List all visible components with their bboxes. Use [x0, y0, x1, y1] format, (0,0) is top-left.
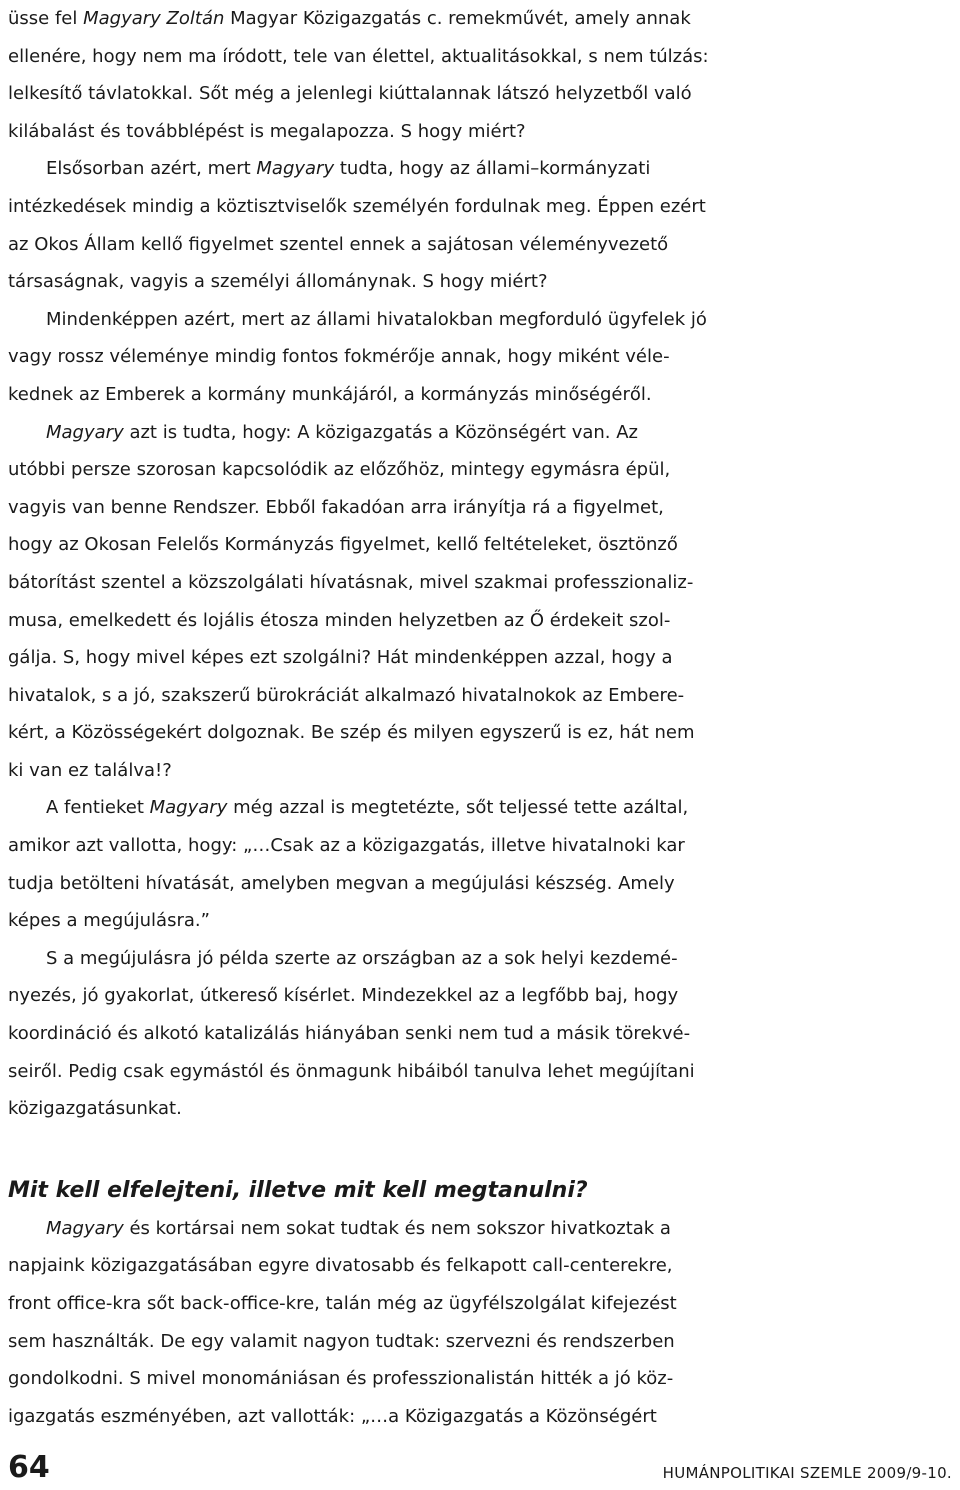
text-line — [8, 1247, 956, 1285]
page-footer — [8, 1448, 952, 1488]
text-line — [8, 38, 956, 76]
page-number: 64 — [8, 1450, 50, 1485]
text-run: Mindenképpen azért, mert az állami hivatalokban megforduló ügyfelek jó — [46, 308, 707, 330]
section-heading: Mit kell elfelejteni, illetve mit kell megtanulni? — [8, 1177, 588, 1203]
text-run: üsse fel — [8, 8, 84, 29]
text-line — [8, 526, 956, 564]
text-line — [8, 1285, 956, 1323]
text-run: gálja. S, hogy mivel képes ezt szolgálni? Hát mindenképpen azzal, hogy a — [8, 647, 673, 669]
text-run: társaságnak, vagyis a személyi állománynak. S hogy miért? — [8, 271, 548, 293]
text-line — [8, 789, 956, 827]
italic-name: Magyary — [256, 158, 335, 180]
text-run: az Okos Állam kellő figyelmet szentel ennek a sajátosan véleményvezető — [8, 233, 669, 255]
text-line — [8, 902, 956, 940]
text-run: Elsősorban azért, mert — [46, 158, 257, 180]
article-page — [8, 0, 956, 1435]
text-line — [8, 150, 956, 188]
italic-name: Magyary — [46, 1217, 124, 1239]
text-line — [8, 451, 956, 489]
text-line — [8, 1015, 956, 1053]
text-line — [8, 752, 956, 790]
body-text — [8, 0, 956, 1128]
text-line — [8, 1053, 956, 1091]
text-line — [8, 940, 956, 978]
text-run: nyezés, jó gyakorlat, útkereső kísérlet. Mindezekkel az a legfőbb baj, hogy — [8, 985, 679, 1007]
text-run: napjaink közigazgatásában egyre divatosabb és felkapott call-centerekre, — [8, 1255, 673, 1277]
text-run: hogy az Okosan Felelős Kormányzás figyelmet, kellő feltételeket, ösztönző — [8, 534, 678, 556]
text-run: seiről. Pedig csak egymástól és önmagunk hibáiból tanulva lehet megújítani — [8, 1060, 695, 1082]
text-run: ki van ez találva!? — [8, 759, 172, 781]
text-run: S a megújulásra jó példa szerte az országban az a sok helyi kezdemé- — [46, 947, 678, 969]
text-run: bátorítást szentel a közszolgálati hívatásnak, mivel szakmai professzionaliz- — [8, 571, 694, 593]
text-run: front office-kra sőt back-office-kre, talán még az ügyfélszolgálat kifejezést — [8, 1293, 677, 1314]
text-run: kért, a Közösségekért dolgoznak. Be szép és milyen egyszerű is ez, hát nem — [8, 722, 695, 744]
text-run: vagyis van benne Rendszer. Ebből fakadóan arra irányítja rá a figyelmet, — [8, 496, 664, 518]
text-line — [8, 1090, 956, 1128]
text-run: kednek az Emberek a kormány munkájáról, a kormányzás minőségéről. — [8, 383, 652, 405]
text-run: gondolkodni. S mivel monomániásan és professzionalistán hitték a jó köz- — [8, 1368, 674, 1390]
text-line — [8, 226, 956, 264]
text-line — [8, 977, 956, 1015]
text-line — [8, 113, 956, 151]
text-line — [8, 263, 956, 301]
text-line — [8, 489, 956, 527]
text-line — [8, 677, 956, 715]
section-text — [8, 1210, 956, 1436]
text-run: kilábalást és továbblépést is megalapozza. S hogy miért? — [8, 120, 526, 142]
text-run: musa, emelkedett és lojális étosza minden helyzetben az Ő érdekeit szol- — [8, 609, 671, 631]
text-line — [8, 1398, 956, 1436]
text-run: igazgatás eszményében, azt vallották: „…a Közigazgatás a Közönségért — [8, 1405, 657, 1427]
text-line — [8, 639, 956, 677]
text-run: lelkesítő távlatokkal. Sőt még a jelenlegi kiúttalannak látszó helyzetből való — [8, 83, 692, 105]
text-run: vagy rossz véleménye mindig fontos fokmérője annak, hogy miként véle- — [8, 346, 670, 368]
italic-name: Magyary — [46, 421, 124, 443]
text-line — [8, 414, 956, 452]
text-line — [8, 564, 956, 602]
text-run: ellenére, hogy nem ma íródott, tele van élettel, aktualitásokkal, s nem túlzás: — [8, 45, 709, 67]
text-run: és kortársai nem sokat tudtak és nem sokszor hivatkoztak a — [123, 1217, 671, 1239]
text-line — [8, 301, 956, 339]
text-line — [8, 188, 956, 226]
text-line — [8, 827, 956, 865]
section-gap — [8, 1128, 956, 1172]
text-run: képes a megújulásra.” — [8, 910, 210, 932]
text-run: hivatalok, s a jó, szakszerű bürokráciát alkalmazó hivatalnokok az Embere- — [8, 684, 685, 706]
journal-title: HUMÁNPOLITIKAI SZEMLE 2009/9-10. — [662, 1464, 952, 1482]
text-run: utóbbi persze szorosan kapcsolódik az előzőhöz, mintegy egymásra épül, — [8, 459, 671, 481]
text-run: közigazgatásunkat. — [8, 1098, 182, 1120]
text-line — [8, 1210, 956, 1248]
italic-name: Magyary Zoltán — [83, 8, 225, 29]
italic-name: Magyary — [149, 797, 228, 819]
text-line — [8, 376, 956, 414]
text-line — [8, 338, 956, 376]
text-run: azt is tudta, hogy: A közigazgatás a Közönségért van. Az — [123, 421, 639, 443]
text-line — [8, 1323, 956, 1361]
text-run: tudta, hogy az állami–kormányzati — [334, 158, 651, 180]
text-line — [8, 0, 956, 38]
text-run: még azzal is megtetézte, sőt teljessé tette azáltal, — [227, 797, 689, 819]
text-run: Magyar Közigazgatás c. remekművét, amely annak — [224, 8, 691, 29]
text-line — [8, 602, 956, 640]
text-line — [8, 714, 956, 752]
text-line — [8, 865, 956, 903]
text-run: tudja betölteni hívatását, amelyben megvan a megújulási készség. Amely — [8, 872, 675, 894]
text-run: sem használták. De egy valamit nagyon tudtak: szervezni és rendszerben — [8, 1330, 675, 1352]
text-line — [8, 1360, 956, 1398]
text-run: koordináció és alkotó katalizálás hiányában senki nem tud a másik törekvé- — [8, 1023, 691, 1045]
text-line — [8, 75, 956, 113]
text-run: A fentieket — [46, 797, 150, 819]
text-run: intézkedések mindig a köztisztviselők személyén fordulnak meg. Éppen ezért — [8, 195, 706, 217]
text-run: amikor azt vallotta, hogy: „…Csak az a közigazgatás, illetve hivatalnoki kar — [8, 835, 685, 857]
